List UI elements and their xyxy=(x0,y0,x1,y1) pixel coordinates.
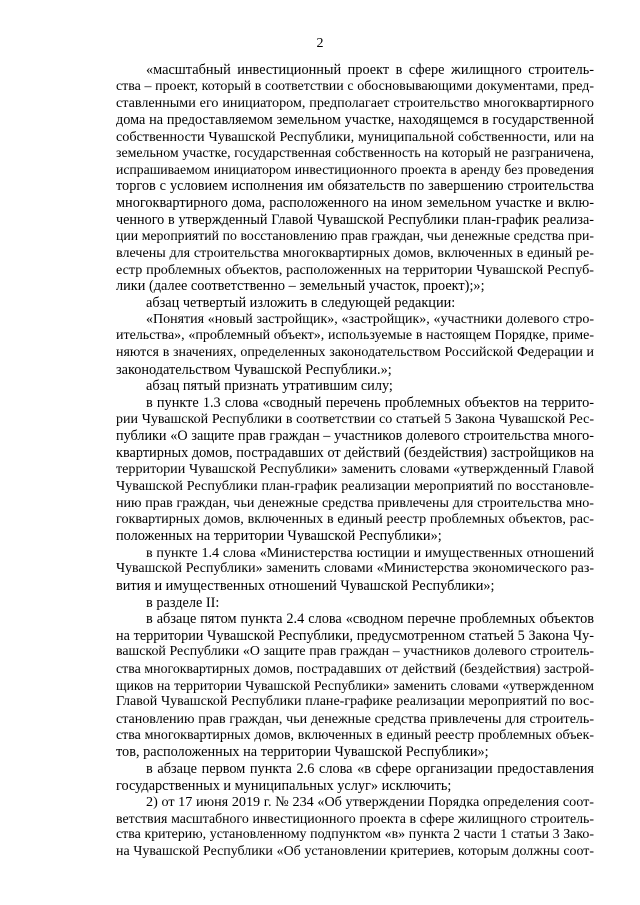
text-line: няются в значениях, определенных законодательством Российской Федерации и xyxy=(116,344,594,360)
text-line: дома на предоставляемом земельном участке, находящемся в государственной xyxy=(116,111,594,128)
text-line: в разделе II: xyxy=(146,594,220,611)
text-line: ветствия масштабного инвестиционного проекта в сфере жилищного строитель- xyxy=(116,810,594,826)
text-line: рии Чувашской Республики в соответствии со статьей 5 Закона Чувашской Рес- xyxy=(116,411,594,428)
text-line: территории Чувашской Республики» заменить словами «утвержденный Главой xyxy=(116,461,594,478)
text-line: в абзаце пятом пункта 2.4 слова «сводном перечне проблемных объектов xyxy=(146,611,594,628)
text-line: гоквартирных домов, включенных в единый реестр проблемных объектов, рас- xyxy=(116,511,594,528)
text-line: вития и имущественных отношений Чувашской Республики»; xyxy=(116,577,495,594)
text-line: абзац четвертый изложить в следующей редакции: xyxy=(146,294,456,311)
text-line: Главой Чувашской Республики плане-графике реализации мероприятий по вос- xyxy=(116,694,594,710)
text-line: лики (далее соответственно – земельный участок, проект);»; xyxy=(116,278,485,295)
document-body xyxy=(116,62,594,861)
text-line: многоквартирного дома, расположенного на ином земельном участке и вклю- xyxy=(116,195,594,212)
text-line: ции мероприятий по восстановлению прав граждан, чьи денежные средства при- xyxy=(116,228,594,244)
text-line: государственных и муниципальных услуг» исключить; xyxy=(116,777,452,794)
text-line: собственности Чувашской Республики, муниципальной собственности, или на xyxy=(116,128,594,145)
text-line: ства многоквартирных домов, пострадавших от действий (бездействия) застрой- xyxy=(116,661,594,677)
text-line: тов, расположенных на территории Чувашской Республики»; xyxy=(116,744,489,761)
text-line: влечены для строительства многоквартирных домов, включенных в единый ре- xyxy=(116,245,594,262)
text-line: в абзаце первом пункта 2.6 слова «в сфере организации предоставления xyxy=(146,760,594,777)
text-line: щиков на территории Чувашской Республики» заменить словами «утвержденном xyxy=(116,677,594,693)
text-line: Чувашской Республики план-график реализации мероприятий по восстановле- xyxy=(116,478,594,495)
text-line: «масштабный инвестиционный проект в сфере жилищного строитель- xyxy=(146,62,594,78)
text-line: «Понятия «новый застройщик», «застройщик», «участники долевого стро- xyxy=(146,311,594,327)
text-line: положенных на территории Чувашской Республики»; xyxy=(116,527,442,544)
text-line: 2) от 17 июня 2019 г. № 234 «Об утверждении Порядка определения соот- xyxy=(146,794,594,811)
text-line: становлению прав граждан, чьи денежные средства привлечены для строитель- xyxy=(116,710,594,727)
text-line: на территории Чувашской Республики, предусмотренном статьей 5 Закона Чу- xyxy=(116,627,594,644)
text-line: в пункте 1.3 слова «сводный перечень проблемных объектов на террито- xyxy=(146,394,594,411)
text-line: ставленными его инициатором, предполагает строительство многоквартирного xyxy=(116,95,594,112)
page-number: 2 xyxy=(316,36,324,51)
text-line: испрашиваемом инициатором инвестиционного проекта в аренду без проведения xyxy=(116,161,594,177)
text-line: естр проблемных объектов, расположенных на территории Чувашской Респуб- xyxy=(116,261,594,278)
text-line: в пункте 1.4 слова «Министерства юстиции и имущественных отношений xyxy=(146,544,594,561)
text-line: законодательством Чувашской Республики.»; xyxy=(116,361,392,378)
text-line: на Чувашской Республики «Об установлении критериев, которым должны соот- xyxy=(116,844,594,860)
text-line: ительства», «проблемный объект», используемые в настоящем Порядке, приме- xyxy=(116,328,594,344)
text-line: ченного в утвержденный Главой Чувашской Республики план-график реализа- xyxy=(116,211,594,228)
text-line: ства – проект, который в соответствии с обосновывающими документами, пред- xyxy=(116,78,594,94)
text-line: нию прав граждан, чьи денежные средства привлечены для строительства мно- xyxy=(116,494,594,511)
text-line: вашской Республики «О защите прав граждан – участников долевого строитель- xyxy=(116,644,594,660)
text-line: Чувашской Республики» заменить словами «Министерства экономического раз- xyxy=(116,561,594,577)
text-line: ства многоквартирных домов, включенных в единый реестр проблемных объек- xyxy=(116,727,594,743)
text-line: абзац пятый признать утратившим силу; xyxy=(146,378,393,395)
text-line: торгов с условием исполнения им обязательств по завершению строительства xyxy=(116,178,594,195)
text-line: публики «О защите прав граждан – участников долевого строительства много- xyxy=(116,428,594,445)
text-line: земельном участке, государственная собственность на который не разграничена, xyxy=(116,145,594,161)
text-line: ства критерию, установленному подпунктом «в» пункта 2 части 1 статьи 3 Зако- xyxy=(116,827,594,843)
text-line: квартирных домов, пострадавших от действий (бездействия) застройщиков на xyxy=(116,444,594,461)
